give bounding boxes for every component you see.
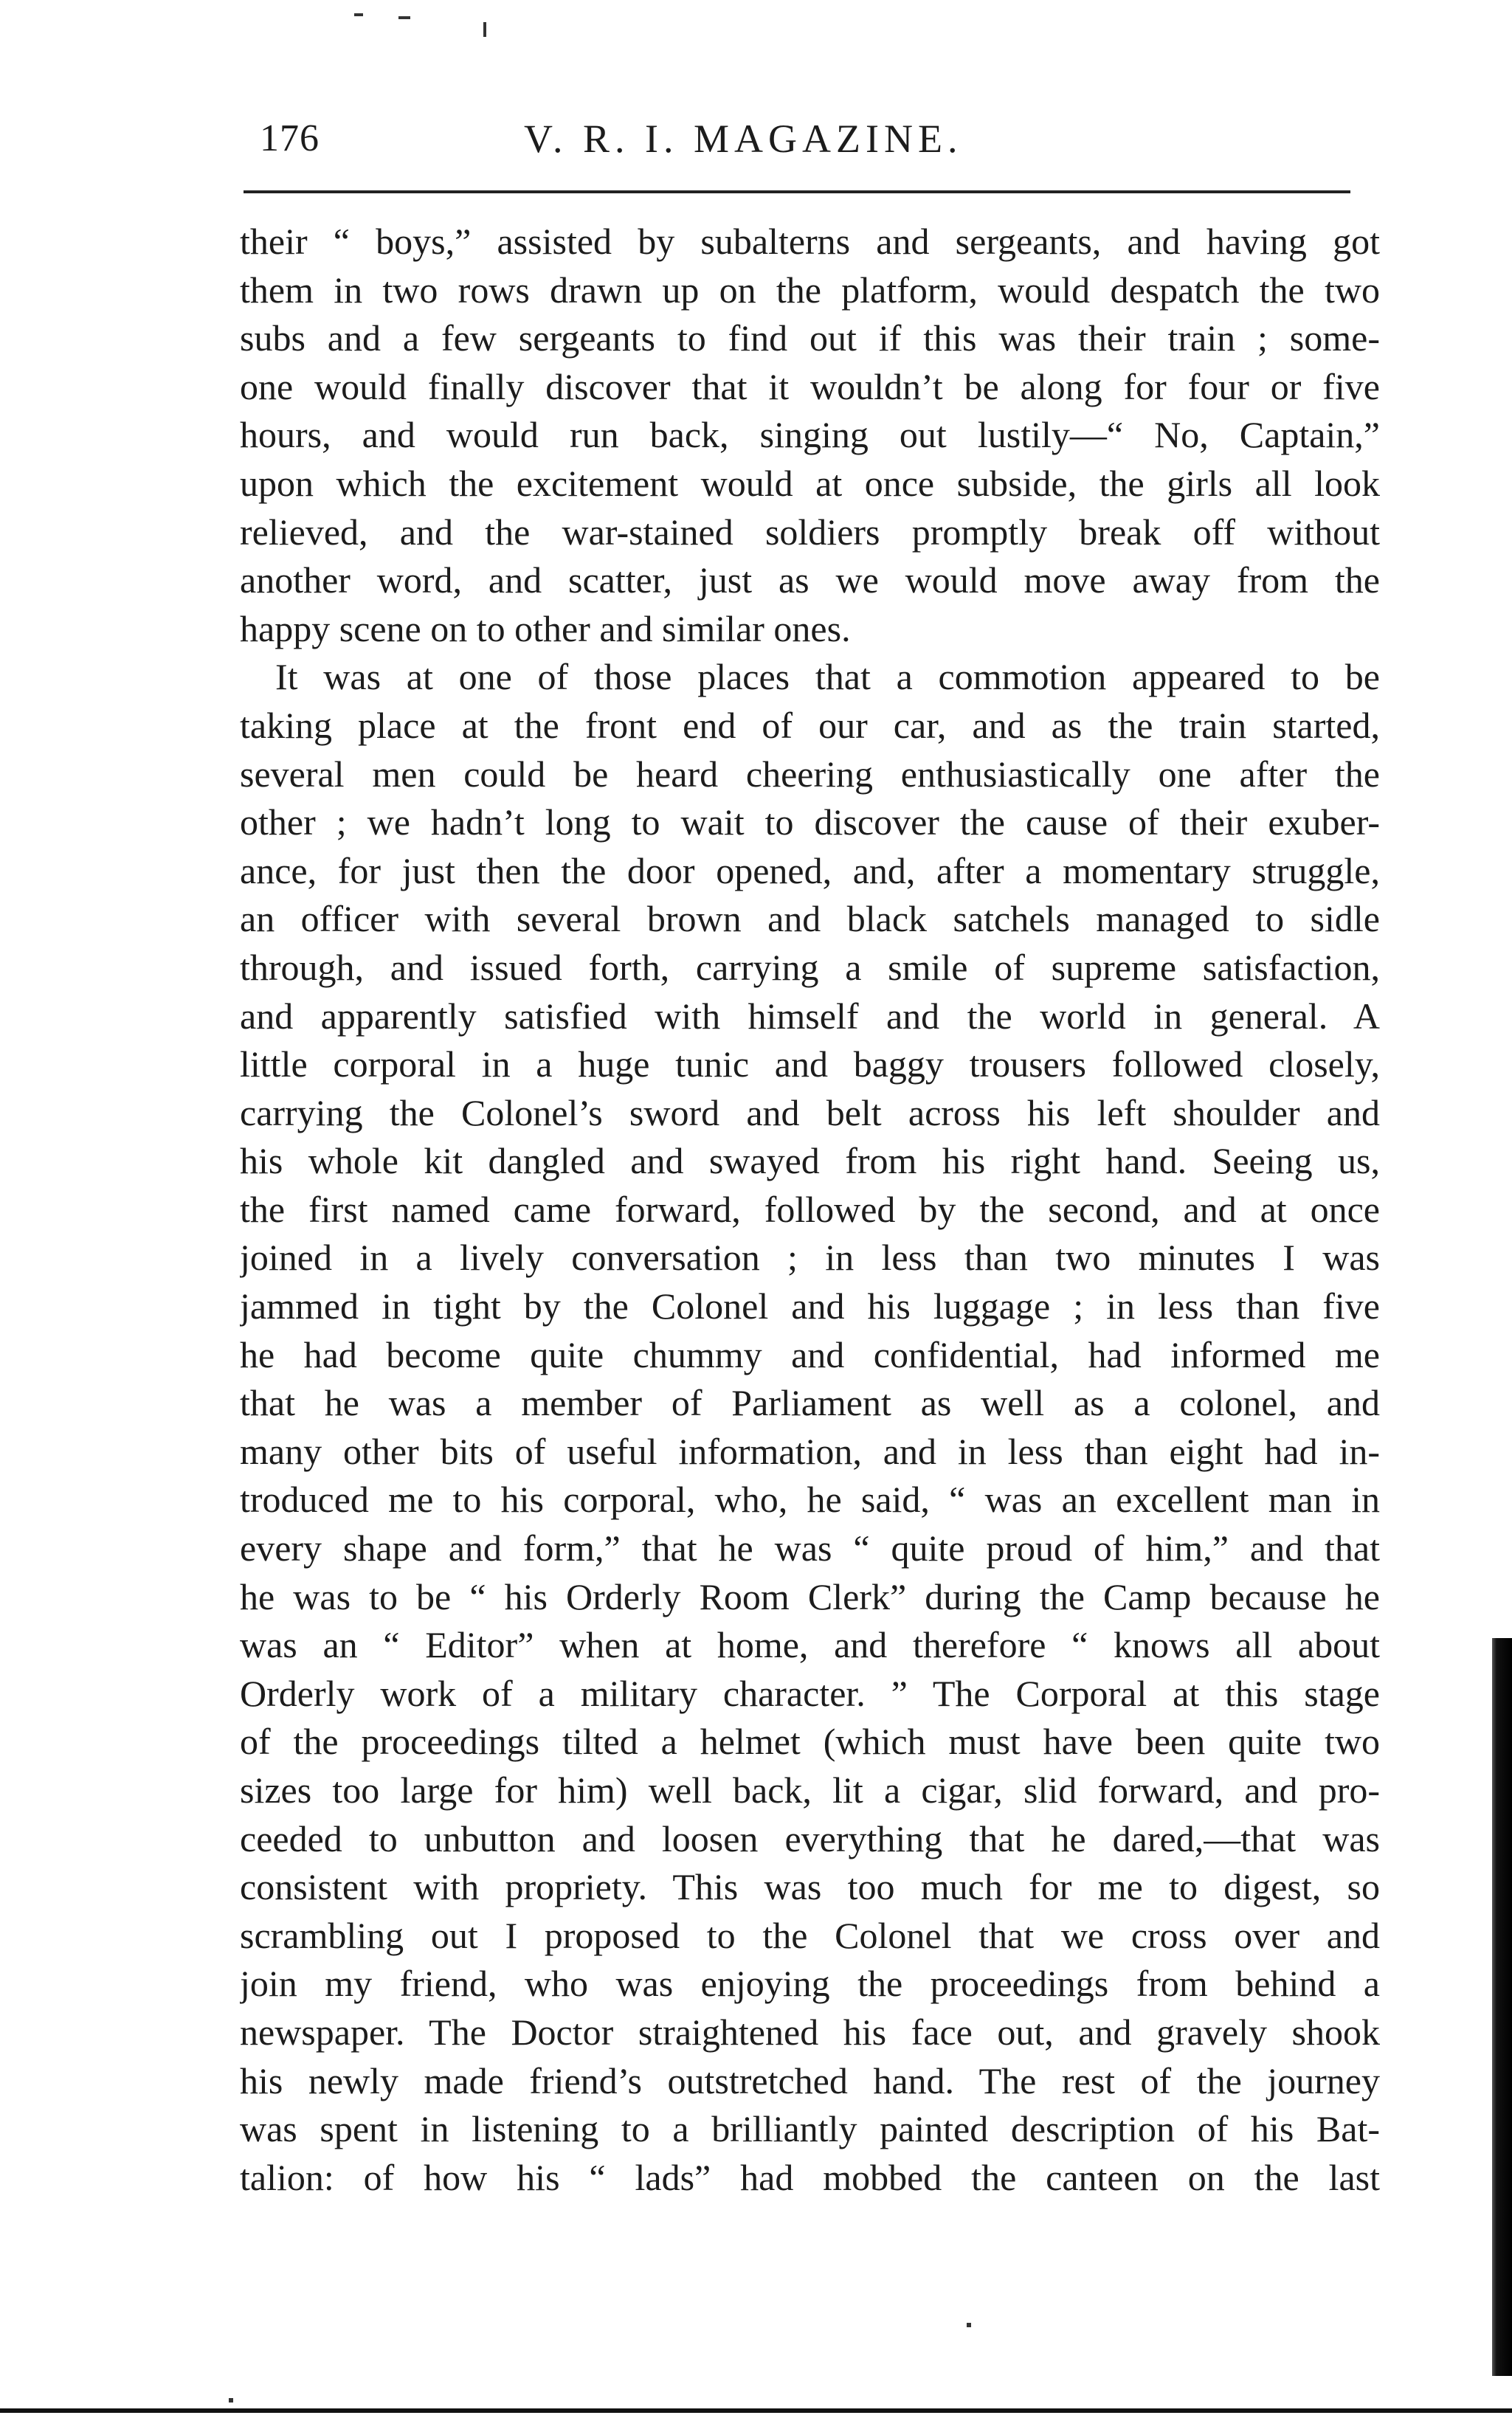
text-line: troduced me to his corporal, who, he said, “ was an excellent man in (240, 1479, 1380, 1521)
text-line: many other bits of useful information, and in less than eight had in- (240, 1430, 1380, 1472)
text-line: hours, and would run back, singing out lustily—“ No, Captain,” (240, 414, 1380, 456)
text-line: their “ boys,” assisted by subalterns and sergeants, and having got (240, 221, 1380, 262)
ink-speck (354, 13, 363, 16)
ink-speck (483, 22, 486, 37)
text-line: carrying the Colonel’s sword and belt across his left shoulder and (240, 1091, 1380, 1133)
text-line: was an “ Editor” when at home, and therefore “ knows all about (240, 1624, 1380, 1666)
header-rule (244, 190, 1350, 193)
text-line: was spent in listening to a brilliantly painted description of his Bat- (240, 2108, 1380, 2150)
text-line: an officer with several brown and black satchels managed to sidle (240, 898, 1380, 940)
text-line: his whole kit dangled and swayed from his right hand. Seeing us, (240, 1140, 1380, 1182)
ink-speck (398, 16, 410, 19)
text-line: the first named came forward, followed by the second, and at once (240, 1188, 1380, 1230)
text-line: consistent with propriety. This was too much for me to digest, so (240, 1866, 1380, 1908)
text-line: little corporal in a huge tunic and baggy trousers followed closely, (240, 1043, 1380, 1085)
text-line: one would finally discover that it wouldn’t be along for four or five (240, 365, 1380, 407)
paragraph-first-line: It was at one of those places that a commotion appeared to be (275, 656, 1380, 698)
ink-speck (967, 2323, 971, 2327)
text-line: jammed in tight by the Colonel and his luggage ; in less than five (240, 1285, 1380, 1327)
running-head: V. R. I. MAGAZINE. (524, 117, 963, 161)
text-line: happy scene on to other and similar ones. (240, 607, 851, 649)
text-line: subs and a few sergeants to find out if this was their train ; some- (240, 317, 1380, 359)
text-line: another word, and scatter, just as we would move away from the (240, 559, 1380, 601)
text-line: his newly made friend’s outstretched hand. The rest of the journey (240, 2059, 1380, 2101)
text-line: of the proceedings tilted a helmet (which must have been quite two (240, 1721, 1380, 1763)
text-line: scrambling out I proposed to the Colonel that we cross over and (240, 1914, 1380, 1956)
text-line: he had become quite chummy and confidential, had informed me (240, 1333, 1380, 1375)
text-line: sizes too large for him) well back, lit a cigar, slid forward, and pro- (240, 1769, 1380, 1811)
scan-edge-shadow (1492, 1638, 1512, 2376)
text-line: other ; we hadn’t long to wait to discover the cause of their exuber- (240, 801, 1380, 843)
text-line: newspaper. The Doctor straightened his face out, and gravely shook (240, 2011, 1380, 2053)
text-line: relieved, and the war-stained soldiers promptly break off without (240, 511, 1380, 553)
text-line: them in two rows drawn up on the platform, would despatch the two (240, 269, 1380, 311)
text-line: and apparently satisfied with himself and the world in general. A (240, 995, 1380, 1037)
page-number: 176 (260, 117, 320, 159)
text-line: he was to be “ his Orderly Room Clerk” during the Camp because he (240, 1575, 1380, 1617)
text-line: several men could be heard cheering enthusiastically one after the (240, 753, 1380, 795)
text-line: taking place at the front end of our car, and as the train started, (240, 704, 1380, 746)
text-line: every shape and form,” that he was “ quite proud of him,” and that (240, 1527, 1380, 1569)
text-line: upon which the excitement would at once subside, the girls all look (240, 462, 1380, 504)
body-text (240, 218, 1380, 2202)
text-line: joined in a lively conversation ; in less than two minutes I was (240, 1237, 1380, 1279)
text-line: talion: of how his “ lads” had mobbed the canteen on the last (240, 2156, 1380, 2198)
scan-bottom-edge (0, 2408, 1512, 2413)
text-line: ance, for just then the door opened, and, after a momentary struggle, (240, 849, 1380, 891)
text-line: Orderly work of a military character. ” The Corporal at this stage (240, 1672, 1380, 1714)
text-line: through, and issued forth, carrying a smile of supreme satisfaction, (240, 946, 1380, 988)
text-line: that he was a member of Parliament as well as a colonel, and (240, 1382, 1380, 1424)
text-line: ceeded to unbutton and loosen everything that he dared,—that was (240, 1817, 1380, 1859)
ink-speck (229, 2398, 233, 2403)
text-line: join my friend, who was enjoying the proceedings from behind a (240, 1963, 1380, 2005)
